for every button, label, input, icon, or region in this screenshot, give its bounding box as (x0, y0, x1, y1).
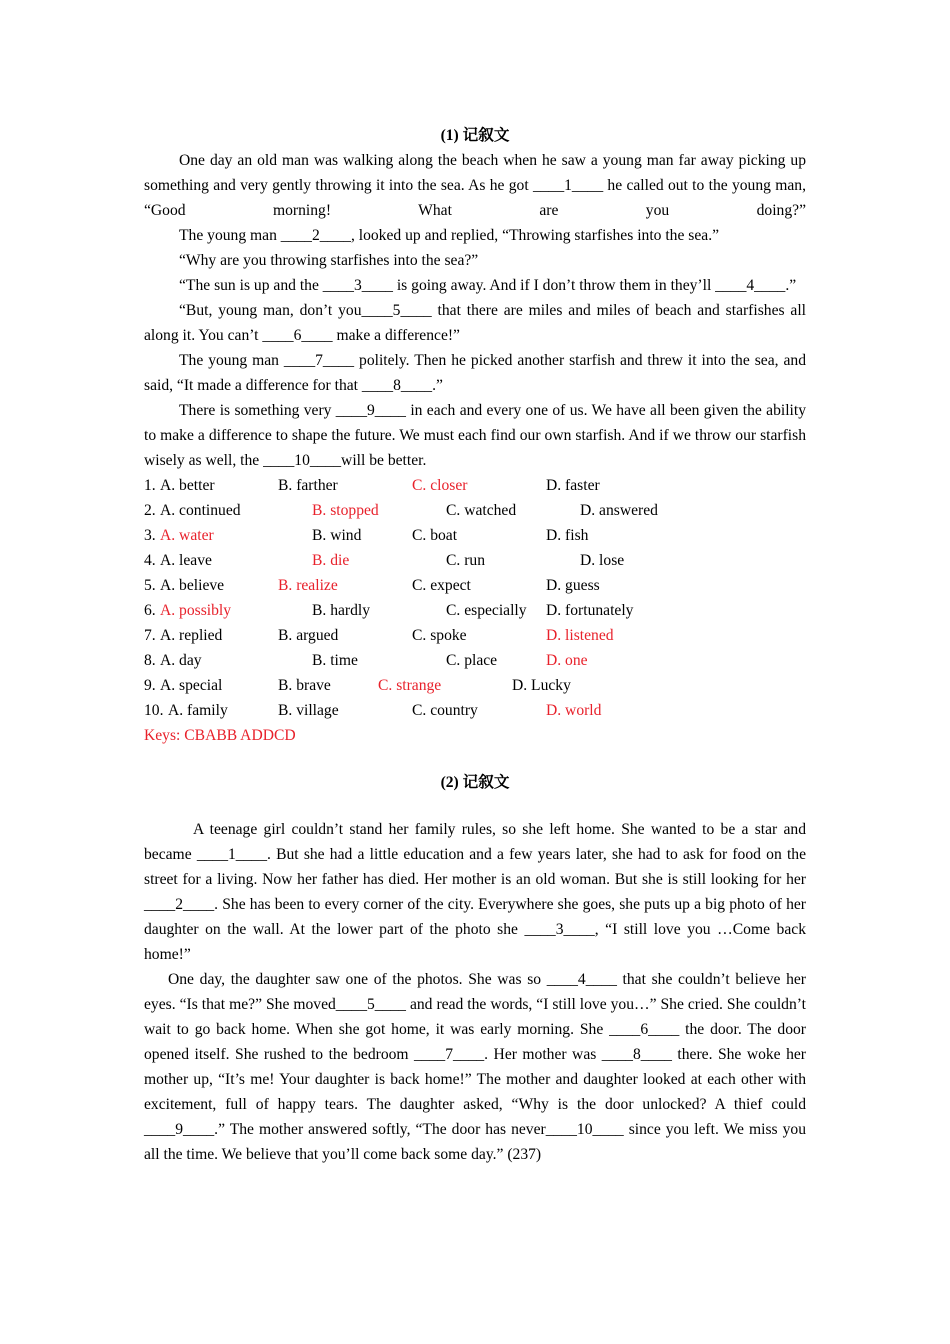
option-c-answer: C. closer (412, 477, 468, 494)
question-number: 1. (144, 477, 156, 494)
option-a: A. replied (160, 627, 223, 644)
document-page (144, 123, 806, 1167)
option-b: B. village (278, 702, 339, 719)
passage-1-paragraph: “But, young man, don’t you____5____ that there are miles and miles of beach and starfishes all along it. You can’t ____6____ make a difference!” (144, 302, 806, 344)
question-number: 10. (144, 702, 164, 719)
option-b: B. farther (278, 477, 338, 494)
question-row (144, 473, 806, 498)
question-row (144, 648, 806, 673)
question-number: 3. (144, 527, 156, 544)
option-b: B. hardly (312, 602, 371, 619)
option-d: D. faster (546, 477, 600, 494)
option-a-answer: A. possibly (160, 602, 232, 619)
passage-1-paragraph: There is something very ____9____ in each and every one of us. We have all been given the ability to make a difference to shape the future. We must each find our own starfish. And if we throw our starfish wisely as well, the ____10____will be better. (144, 402, 806, 469)
option-d-answer: D. listened (546, 627, 614, 644)
option-c: C. run (446, 552, 485, 569)
option-b-answer: B. realize (278, 577, 338, 594)
option-b: B. argued (278, 627, 339, 644)
passage-1-paragraph: The young man ____7____ politely. Then he picked another starfish and threw it into the sea, and said, “It made a difference for that ____8____.” (144, 352, 806, 394)
option-b: B. time (312, 652, 358, 669)
option-c: C. place (446, 652, 498, 669)
question-row (144, 698, 806, 723)
option-a: A. better (160, 477, 215, 494)
option-d-answer: D. world (546, 702, 602, 719)
option-d: D. answered (580, 502, 658, 519)
answer-keys: Keys: CBABB ADDCD (144, 727, 296, 744)
passage-1-paragraph: One day an old man was walking along the beach when he saw a young man far away picking up something and very gently throwing it into the sea. As he got ____1____ he called out to the young man, “Good morning! What are you doing?” (144, 152, 806, 219)
passage-2-paragraph: One day, the daughter saw one of the photos. She was so ____4____ that she couldn’t believe her eyes. “Is that me?” She moved____5____ and read the words, “I still love you…” She cried. She couldn’t wait to go back home. When she got home, it was early morning. She ____6____ the door. The door opened itself. She rushed to the bedroom ____7____. Her mother was ____8____ there. She woke her mother up, “It’s me! Your daughter is back home!” The mother and daughter looked at each other with excitement, full of happy tears. The daughter asked, “Why is the door unlocked? A thief could ____9____.” The mother answered softly, “The door has never____10____ since you left. We miss you all the time. We believe that you’ll come back some day.” (237) (144, 971, 806, 1163)
question-row (144, 623, 806, 648)
question-number: 6. (144, 602, 156, 619)
option-b: B. brave (278, 677, 331, 694)
passage-2-title: (2) 记叙文 (440, 774, 510, 791)
option-b-answer: B. stopped (312, 502, 379, 519)
option-d: D. guess (546, 577, 600, 594)
option-a: A. believe (160, 577, 225, 594)
question-number: 5. (144, 577, 156, 594)
option-d: D. fish (546, 527, 589, 544)
question-number: 4. (144, 552, 156, 569)
option-d: D. Lucky (512, 677, 571, 694)
question-row (144, 498, 806, 523)
option-b-answer: B. die (312, 552, 350, 569)
passage-2-paragraph: A teenage girl couldn’t stand her family rules, so she left home. She wanted to be a star and became ____1____. But she had a little education and a few years later, she had to ask for food on the street for a living. Now her father has died. Her mother is an old woman. But she is still looking for her ____2____. She has been to every corner of the city. Everywhere she goes, she puts up a big photo of her daughter on the wall. At the lower part of the photo she ____3____, “I still love you …Come back home!” (144, 821, 806, 963)
option-c: C. expect (412, 577, 471, 594)
passage-1-paragraph: The young man ____2____, looked up and replied, “Throwing starfishes into the sea.” (179, 227, 720, 244)
option-a: A. family (168, 702, 228, 719)
option-d-answer: D. one (546, 652, 588, 669)
option-a: A. special (160, 677, 223, 694)
option-a: A. continued (160, 502, 241, 519)
option-d: D. lose (580, 552, 625, 569)
question-row (144, 673, 806, 698)
passage-1-paragraph: “The sun is up and the ____3____ is going away. And if I don’t throw them in they’ll ____4____.” (179, 277, 797, 294)
question-row (144, 523, 806, 548)
question-row (144, 573, 806, 598)
question-list (144, 473, 806, 723)
option-c: C. country (412, 702, 478, 719)
option-a: A. day (160, 652, 202, 669)
question-number: 9. (144, 677, 156, 694)
passage-1-paragraph: “Why are you throwing starfishes into the sea?” (179, 252, 479, 269)
question-row (144, 598, 806, 623)
option-c: C. watched (446, 502, 517, 519)
option-c: C. boat (412, 527, 458, 544)
question-row (144, 548, 806, 573)
question-number: 7. (144, 627, 156, 644)
option-b: B. wind (312, 527, 362, 544)
option-c-answer: C. strange (378, 677, 442, 694)
option-c: C. especially (446, 602, 527, 619)
option-c: C. spoke (412, 627, 467, 644)
option-d: D. fortunately (546, 602, 634, 619)
passage-1-title: (1) 记叙文 (440, 127, 510, 144)
option-a-answer: A. water (160, 527, 214, 544)
question-number: 8. (144, 652, 156, 669)
question-number: 2. (144, 502, 156, 519)
option-a: A. leave (160, 552, 212, 569)
